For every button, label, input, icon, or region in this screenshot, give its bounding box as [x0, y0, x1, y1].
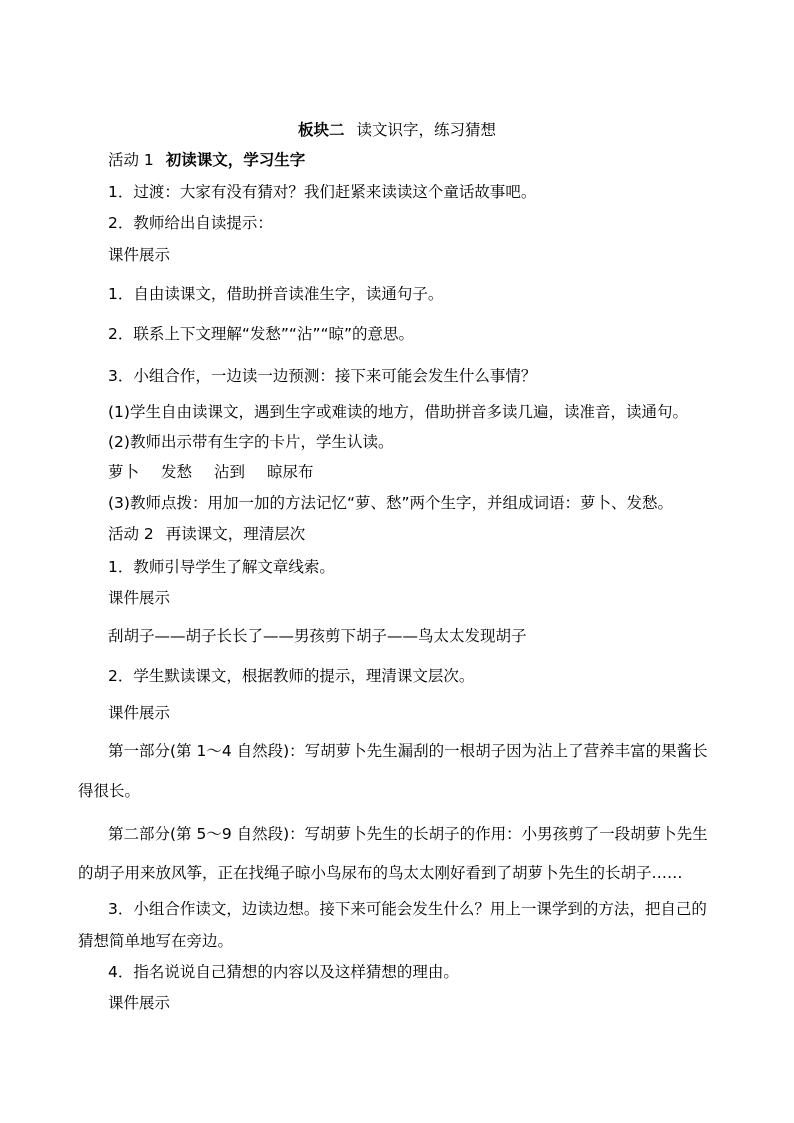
paragraph: 刮胡子——胡子长长了——男孩剪下胡子——鸟太太发现胡子: [108, 627, 527, 645]
paragraph: 得很长。: [78, 782, 141, 800]
paragraph: 1．教师引导学生了解文章线索。: [108, 558, 335, 576]
paragraph: 2．学生默读课文，根据教师的提示，理清课文层次。: [108, 667, 475, 685]
section-title-text: 读文识字，练习猜想: [356, 121, 497, 139]
paragraph: 的胡子用来放风筝，正在找绳子晾小鸟尿布的鸟太太刚好看到了胡萝卜先生的长胡子……: [78, 864, 683, 882]
activity1-label: 活动 1: [108, 151, 154, 169]
paragraph: 猜想简单地写在旁边。: [78, 932, 234, 950]
word-card: 萝卜: [108, 463, 140, 481]
section-title: [0, 120, 794, 140]
activity1-heading: [108, 150, 305, 170]
section-block-label: 板块二: [297, 121, 345, 139]
paragraph: 3．小组合作，一边读一边预测：接下来可能会发生什么事情？: [108, 367, 537, 385]
activity2-label: 活动 2: [108, 525, 154, 543]
paragraph: 4．指名说说自己猜想的内容以及这样猜想的理由。: [108, 963, 459, 981]
paragraph: (3)教师点拨：用加一加的方法记忆“萝、愁”两个生字，并组成词语：萝卜、发愁。: [108, 494, 674, 512]
word-card: 发愁: [161, 463, 193, 481]
activity2-heading: [108, 524, 305, 544]
word-card: 沾到: [214, 463, 246, 481]
paragraph: 2．教师给出自读提示：: [108, 214, 273, 232]
paragraph: 第一部分(第 1～4 自然段)：写胡萝卜先生漏刮的一根胡子因为沾上了营养丰富的果酱长: [108, 742, 708, 760]
paragraph: 1．过渡：大家有没有猜对？我们赶紧来读读这个童话故事吧。: [108, 183, 537, 201]
activity2-title: 再读课文，理清层次: [165, 525, 306, 543]
courseware-label: 课件展示: [108, 589, 171, 607]
paragraph: 2．联系上下文理解“发愁”“沾”“晾”的意思。: [108, 325, 415, 343]
paragraph: 第二部分(第 5～9 自然段)：写胡萝卜先生的长胡子的作用：小男孩剪了一段胡萝卜先生: [108, 825, 708, 843]
courseware-label: 课件展示: [108, 704, 171, 722]
word-card: 晾尿布: [267, 463, 314, 481]
courseware-label: 课件展示: [108, 246, 171, 264]
paragraph: 3．小组合作读文，边读边想。接下来可能会发生什么？用上一课学到的方法，把自己的: [108, 900, 707, 918]
activity1-title: 初读课文，学习生字: [165, 151, 306, 169]
paragraph: 1．自由读课文，借助拼音读准生字，读通句子。: [108, 285, 444, 303]
paragraph: (1)学生自由读课文，遇到生字或难读的地方，借助拼音多读几遍，读准音，读通句。: [108, 403, 688, 421]
paragraph: (2)教师出示带有生字的卡片，学生认读。: [108, 433, 394, 451]
word-card-list: [108, 462, 314, 482]
courseware-label: 课件展示: [108, 994, 171, 1012]
